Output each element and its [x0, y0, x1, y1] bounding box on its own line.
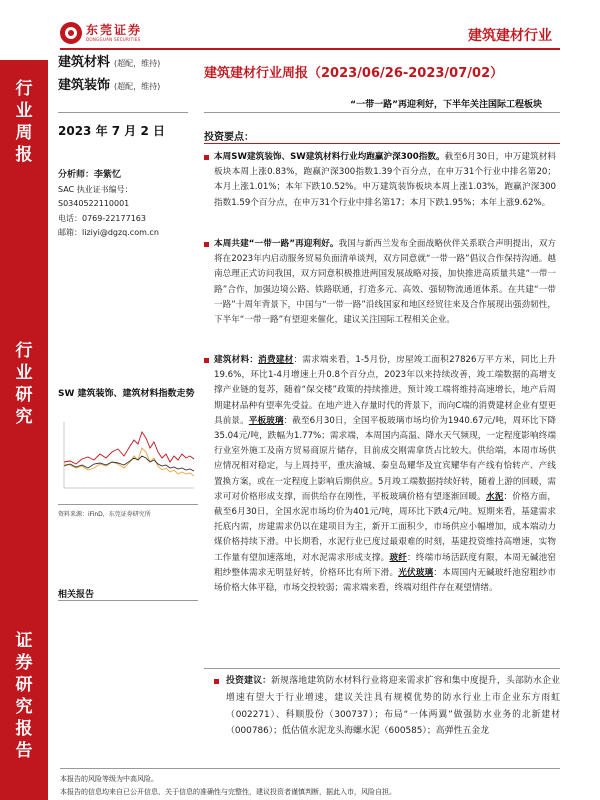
brand-logo — [60, 22, 142, 44]
key-point-head: 建筑材料： — [214, 355, 259, 365]
footer-source-note: 本报告的信息均来自已公开信息，关于信息的准确性与完整性，建议投资者谨慎判断，据此入市，风险自担。 — [60, 787, 396, 796]
keyword-fiberglass: 玻纤 — [389, 552, 408, 563]
header-divider — [60, 48, 560, 50]
key-point-head: 本周共建“一带一路”再迎利好。 — [214, 239, 339, 249]
sidebar-char: 究 — [15, 697, 33, 717]
brand-name-cn: 东莞证券 — [86, 23, 143, 37]
analyst-cert-label: SAC 执业证书编号： — [58, 184, 133, 194]
sidebar-label-research — [0, 340, 48, 428]
related-reports-label: 相关报告 — [58, 590, 95, 600]
rating-row-materials — [58, 52, 160, 75]
index-trend-svg — [58, 418, 198, 496]
sidebar-char: 行 — [15, 341, 33, 361]
right-divider — [204, 112, 560, 113]
left-divider — [58, 112, 188, 113]
sector-name: 建筑材料 — [58, 55, 111, 70]
sidebar-char: 告 — [15, 741, 33, 761]
sidebar-char: 究 — [15, 407, 33, 427]
sector-rating: (超配，维持) — [114, 82, 161, 91]
analyst-email[interactable]: 邮箱：liziyi@dgzq.com.cn — [58, 228, 159, 237]
consumer-materials-text: ：需求端来看，1-5月份，房屋竣工面积27826万平方米，同比上升19.6%，环比1-4月增速上升0.8个百分点，2023年以来持续改善，竣工端数据的高增支撑产业链的复苏，随着“保交楼”政策的持续推进，预计竣工端将维持高速增长，地产后周期建材品种有望率先受益。在地产进入存量时代的背景下，而向C端的消费建材企业有望更具前景。 — [214, 355, 556, 426]
keyword-cement: 水泥 — [485, 491, 504, 502]
chart-source: 资料来源：iFinD，东莞证券研究所 — [58, 511, 151, 518]
key-point-head: 本周SW建筑装饰、SW建筑材料行业均跑赢沪深300指数。 — [214, 152, 445, 162]
rating-row-decoration — [58, 75, 160, 98]
sidebar-char: 业 — [15, 363, 33, 383]
investment-advice — [214, 673, 560, 740]
analyst-info — [58, 168, 208, 241]
sidebar-char: 报 — [15, 145, 33, 165]
report-header — [0, 0, 600, 58]
footer-divider — [60, 768, 560, 769]
analyst-phone: 电话：0769-22177163 — [58, 213, 146, 223]
sidebar-char: 行 — [15, 79, 33, 99]
analyst-cert-number: S0340522110001 — [58, 199, 130, 208]
chart-source-divider — [58, 504, 198, 505]
header-industry: 建筑建材行业 — [468, 28, 552, 44]
sidebar-char: 证 — [15, 631, 33, 651]
sidebar-label-report — [0, 630, 48, 762]
keyword-pv-glass: 光伏玻璃 — [398, 567, 434, 578]
brand-name-en: DONGGUAN SECURITIES — [86, 37, 141, 42]
bullet-square-icon — [204, 358, 209, 363]
invest-divider — [204, 668, 560, 669]
key-point-belt-road — [204, 237, 556, 328]
key-points-divider — [204, 143, 560, 144]
analyst-name: 分析师：李紫忆 — [58, 170, 122, 180]
related-reports-divider — [58, 600, 198, 601]
cement-text: ：价格方面，截至6月30日，全国水泥市场均价为401元/吨，周环比下跌4元/吨。短期来看，基建需求托底内需，房建需求仍以在建项目为主，新开工面积少，市场供应小幅增加，成本端动力煤价格持续下滑。中长期看，水泥行业已度过最艰难的时刻，基建投资维持高增速，实物工作量有望加速落地，对水泥需求形成支撑。 — [214, 491, 556, 563]
sector-rating: (超配，维持) — [114, 59, 161, 68]
key-point-body: 我国与新西兰发布全面战略伙伴关系联合声明提出，双方将在2023年内启动服务贸易负面清单谈判，双方同意就“一带一路”倡议合作保持沟通。越南总理正式访问我国，双方同意积极推进两国发展战略对接，加快推进高质量共建“一带一路”合作，加强边境公路、铁路联通，打造多元、高效、强韧物流通道体系。在共建“一带一路”十周年背景下，中国与“一带一路”沿线国家和地区经贸往来及合作展现出强劲韧性，下半年“一带一路”有望迎来催化，建议关注国际工程相关企业。 — [214, 239, 556, 326]
bullet-square-icon — [214, 679, 219, 684]
key-points-title: 投资要点： — [204, 132, 254, 143]
footer-risk-level: 本报告的风险等级为中高风险。 — [60, 775, 158, 783]
report-subtitle: “一带一路”再迎利好，下半年关注国际工程板块 — [350, 100, 542, 110]
sidebar-char: 研 — [15, 385, 33, 405]
footer-disclaimer — [60, 773, 580, 798]
invest-head: 投资建议： — [226, 676, 272, 686]
sector-ratings — [58, 52, 160, 98]
invest-body: 新规落地建筑防水材料行业将迎来需求扩容和集中度提升，头部防水企业增速有望大于行业增速，建议关注具有规模优势的防水行业上市企业东方雨虹（002271）、科顺股份（300737）；布局“一体两翼”做强防水业务的北新建材（000786）；低估值水泥龙头海螺水泥（600585）；高弹性五金龙 — [226, 676, 560, 737]
key-point-performance — [204, 150, 556, 211]
keyword-flat-glass: 平板玻璃 — [248, 415, 284, 426]
report-title: 建筑建材行业周报（2023/06/26-2023/07/02） — [204, 66, 504, 81]
sidebar-char: 券 — [15, 653, 33, 673]
sidebar-label-weekly — [0, 78, 48, 166]
keyword-consumer-materials: 消费建材 — [258, 355, 294, 365]
key-point-body: 截至6月30日，申万建筑材料板块本周上涨0.83%，跑赢沪深300指数1.39个百分点，在申万31个行业中排名第20；本月上涨1.01%；本年下跌10.52%。申万建筑装饰板块本周上涨1.03%，跑赢沪深300指数1.59个百分点，在申万31个行业中排名第17；本月下跌1.95%；本年上涨9.62%。 — [214, 152, 556, 208]
sidebar-char: 报 — [15, 719, 33, 739]
chart-series-line-1 — [64, 432, 194, 464]
bullet-square-icon — [204, 242, 209, 247]
sidebar-char: 研 — [15, 675, 33, 695]
report-date: 2023 年 7 月 2 日 — [58, 124, 165, 138]
key-point-materials — [204, 353, 556, 596]
bullet-square-icon — [204, 155, 209, 160]
fiberglass-text: ：终端市场活跃度有限，本周无碱池窑粗纱整体需求无明显好转，价格环比有所下滑。 — [214, 552, 556, 578]
sector-name: 建筑装饰 — [58, 78, 111, 93]
left-sidebar — [0, 60, 48, 800]
sidebar-char: 业 — [15, 101, 33, 121]
brand-logo-icon — [60, 22, 82, 44]
sidebar-char: 周 — [15, 123, 33, 143]
flat-glass-text: ：截至6月30日，全国平板玻璃市场均价为1940.67元/吨，周环比下降35.04元/吨，跌幅为1.77%；需求端，本周国内高温、降水天气频现，一定程度影响终端行业室外施工及南方贸易商原片储存，目前成交刚需拿货占比较大。供给端，本周市场供应情况相对稳定，与上周持平，重庆渝城、秦皇岛耀华及宜宾耀华有产线有恰转产、产线置换方案，或在一定程度上影响后期供应。5月竣工端数据持续好转，随着上游的回暖，需求可对价格形成支撑，而供给存在刚性，平板玻璃价格有望逐渐回暖。 — [214, 415, 556, 502]
chart-title: SW 建筑装饰、建筑材料指数走势 — [58, 389, 195, 399]
index-trend-chart — [58, 418, 198, 496]
pv-glass-text: ：本周国内无碱玻纤池窑粗纱市场价格大体平稳，市场交投较弱；需求端来看，终端对组件存在观望情绪。 — [214, 567, 556, 594]
